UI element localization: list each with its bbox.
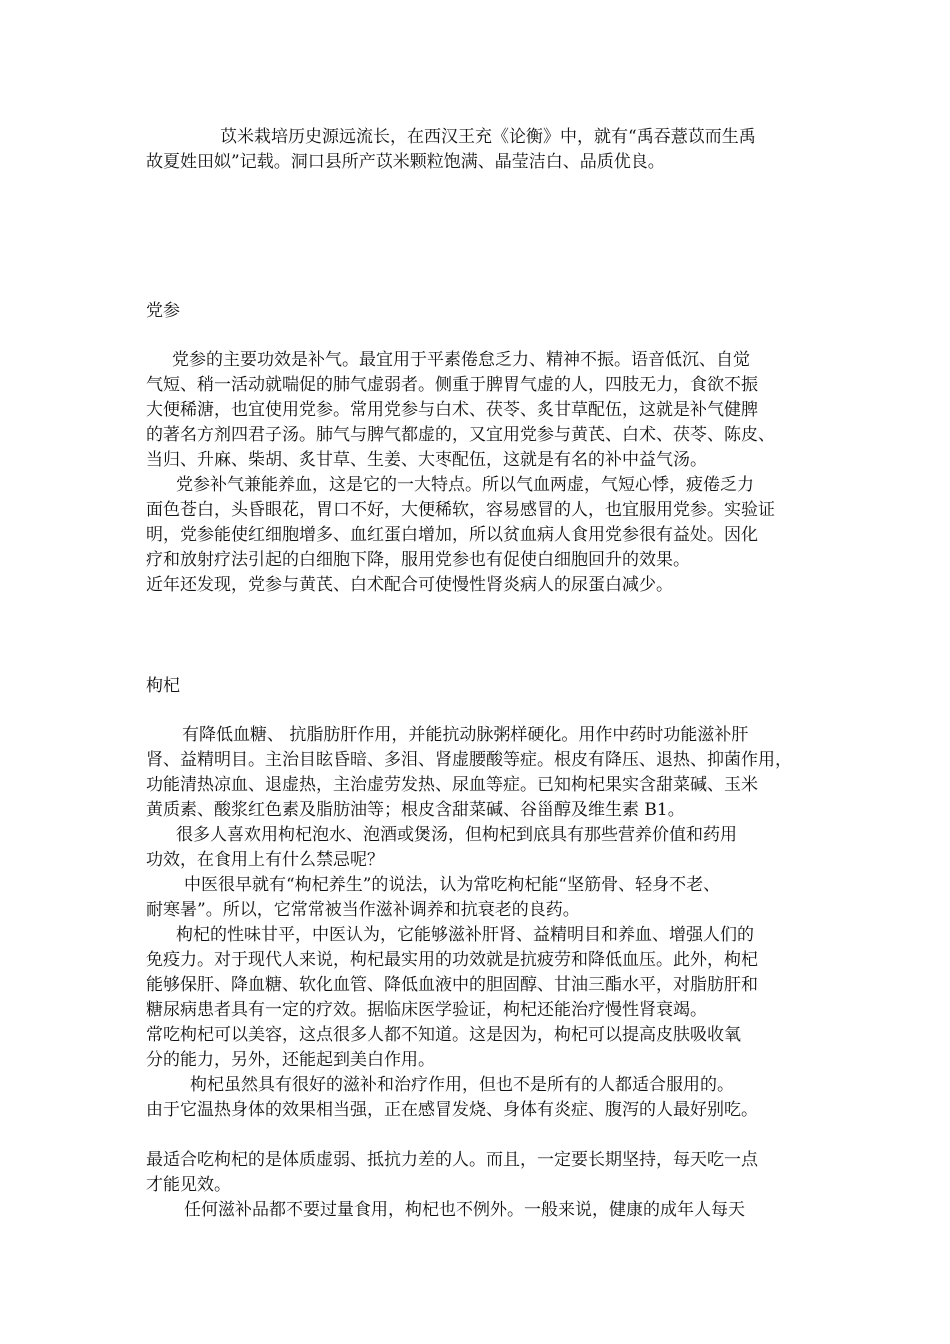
paragraph-line: 枸杞虽然具有很好的滋补和治疗作用，但也不是所有的人都适合服用的。 — [190, 1075, 734, 1095]
paragraph-line: 枸杞的性味甘平，中医认为，它能够滋补肝肾、益精明目和养血、增强人们的 — [176, 925, 754, 945]
intro-line-1: 苡米栽培历史源远流长，在西汉王充《论衡》中，就有“禹吞薏苡而生禹 — [220, 127, 756, 147]
paragraph-line: 疗和放射疗法引起的白细胞下降，服用党参也有促使白细胞回升的效果。 — [146, 550, 690, 570]
paragraph-line: 明，党参能使红细胞增多、血红蛋白增加，所以贫血病人食用党参很有益处。因化 — [146, 525, 758, 545]
paragraph-line: 功效，在食用上有什么禁忌呢？ — [146, 850, 384, 870]
paragraph-line: 由于它温热身体的效果相当强，正在感冒发烧、身体有炎症、腹泻的人最好别吃。 — [146, 1100, 758, 1120]
paragraph-line: 中医很早就有“枸杞养生”的说法，认为常吃枸杞能“坚筋骨、轻身不老、 — [184, 875, 721, 895]
paragraph-line: 耐寒暑”。所以，它常常被当作滋补调养和抗衰老的良药。 — [146, 900, 580, 920]
paragraph-line: 免疫力。对于现代人来说，枸杞最实用的功效就是抗疲劳和降低血压。此外，枸杞 — [146, 950, 758, 970]
paragraph-line: 分的能力，另外，还能起到美白作用。 — [146, 1050, 435, 1070]
paragraph-line: 功能清热凉血、退虚热，主治虚劳发热、尿血等症。已知枸杞果实含甜菜碱、玉米 — [146, 775, 758, 795]
paragraph-line: 能够保肝、降血糖、软化血管、降低血液中的胆固醇、甘油三酯水平，对脂肪肝和 — [146, 975, 758, 995]
paragraph-line: 大便稀溏，也宜使用党参。常用党参与白术、茯苓、炙甘草配伍，这就是补气健脾 — [146, 400, 758, 420]
paragraph-line: 任何滋补品都不要过量食用，枸杞也不例外。一般来说，健康的成年人每天 — [184, 1200, 745, 1220]
paragraph-line: 常吃枸杞可以美容，这点很多人都不知道。这是因为，枸杞可以提高皮肤吸收氧 — [146, 1025, 741, 1045]
paragraph-line: 党参的主要功效是补气。最宜用于平素倦怠乏力、精神不振。语音低沉、自觉 — [172, 350, 750, 370]
paragraph-line: 的著名方剂四君子汤。肺气与脾气都虚的，又宜用党参与黄芪、白术、茯苓、陈皮、 — [146, 425, 775, 445]
paragraph-line: 当归、升麻、柴胡、炙甘草、生姜、大枣配伍，这就是有名的补中益气汤。 — [146, 450, 707, 470]
section-title-gouqi: 枸杞 — [146, 676, 180, 696]
paragraph-line: 最适合吃枸杞的是体质虚弱、抵抗力差的人。而且，一定要长期坚持，每天吃一点 — [146, 1150, 758, 1170]
paragraph-line: 近年还发现，党参与黄芪、白术配合可使慢性肾炎病人的尿蛋白减少。 — [146, 575, 673, 595]
paragraph-line: 气短、稍一活动就喘促的肺气虚弱者。侧重于脾胃气虚的人，四肢无力，食欲不振 — [146, 375, 758, 395]
paragraph-line: 面色苍白，头昏眼花，胃口不好，大便稀软，容易感冒的人，也宜服用党参。实验证 — [146, 500, 775, 520]
paragraph-line: 有降低血糖、 抗脂肪肝作用，并能抗动脉粥样硬化。用作中药时功能滋补肝 — [182, 725, 749, 745]
section-title-dangshen: 党参 — [146, 301, 180, 321]
paragraph-line: 肾、益精明目。主治目眩昏暗、多泪、肾虚腰酸等症。根皮有降压、退热、抑菌作用， — [146, 750, 792, 770]
paragraph-line: 黄质素、酸浆红色素及脂肪油等；根皮含甜菜碱、谷甾醇及维生素 B1。 — [146, 800, 685, 820]
paragraph-line: 党参补气兼能养血，这是它的一大特点。所以气血两虚，气短心悸，疲倦乏力 — [176, 475, 754, 495]
paragraph-line: 很多人喜欢用枸杞泡水、泡酒或煲汤，但枸杞到底具有那些营养价值和药用 — [176, 825, 737, 845]
paragraph-line: 糖尿病患者具有一定的疗效。据临床医学验证，枸杞还能治疗慢性肾衰竭。 — [146, 1000, 707, 1020]
intro-line-2: 故夏姓田姒”记载。洞口县所产苡米颗粒饱满、晶莹洁白、品质优良。 — [146, 152, 665, 172]
paragraph-line: 才能见效。 — [146, 1175, 231, 1195]
